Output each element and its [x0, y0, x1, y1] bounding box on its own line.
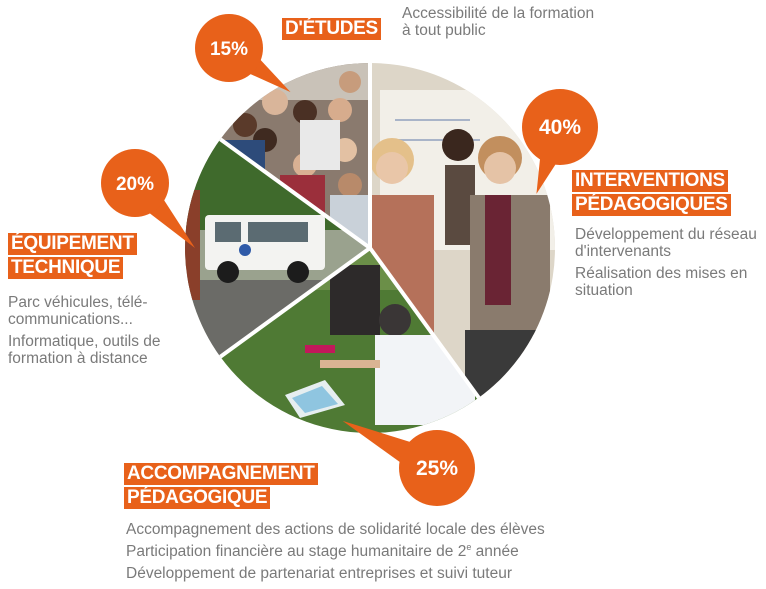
label-equipement: [8, 233, 137, 281]
description-interventions-line-2: Réalisation des mises en situation: [575, 265, 748, 299]
percent-label-interventions: 40%: [538, 116, 582, 139]
label-accompagnement-line-2: PÉDAGOGIQUE: [124, 487, 270, 509]
label-interventions-line-2: PÉDAGOGIQUES: [572, 194, 731, 216]
label-etudes-line-1: D'ÉTUDES: [282, 18, 381, 40]
description-equipement-line-1: Parc véhicules, télé-communications...: [8, 294, 148, 328]
label-etudes: [282, 18, 381, 42]
label-equipement-line-1: ÉQUIPEMENT: [8, 233, 137, 255]
label-interventions: [572, 170, 731, 218]
percent-bubble-accompagnement: [343, 421, 475, 506]
description-accompagnement-line-2: Participation financière au stage humanitaire de 2e année: [126, 541, 519, 560]
description-etudes: [402, 5, 652, 39]
description-equipement-line-2: Informatique, outils de formation à distance: [8, 333, 161, 367]
description-accompagnement-line-1: Accompagnement des actions de solidarité locale des élèves: [126, 521, 545, 538]
label-interventions-line-1: INTERVENTIONS: [572, 170, 728, 192]
description-accompagnement-line-3: Développement de partenariat entreprises et suivi tuteur: [126, 565, 512, 582]
description-etudes-line-2: à tout public: [402, 22, 486, 39]
percent-label-equipement: 20%: [115, 174, 155, 195]
percent-label-accompagnement: 25%: [415, 457, 459, 480]
label-accompagnement: [124, 463, 318, 511]
description-interventions-line-1: Développement du réseau d'intervenants: [575, 226, 757, 260]
label-accompagnement-line-1: ACCOMPAGNEMENT: [124, 463, 318, 485]
description-etudes-line-1: Accessibilité de la formation: [402, 5, 595, 22]
label-equipement-line-2: TECHNIQUE: [8, 257, 123, 279]
description-accompagnement: [126, 519, 646, 585]
description-equipement: [8, 294, 190, 372]
percent-bubble-etudes: [195, 14, 291, 92]
percent-label-etudes: 15%: [209, 39, 249, 60]
description-interventions: [575, 226, 757, 304]
